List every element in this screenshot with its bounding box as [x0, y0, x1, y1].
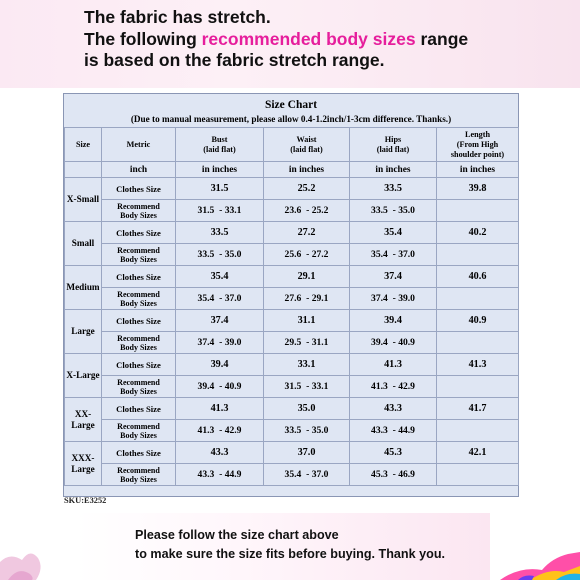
header-size: Size	[65, 128, 102, 162]
clothes-length-value: 41.3	[437, 354, 519, 376]
header-bust-sub: (laid flat)	[203, 144, 236, 154]
recommend-row	[65, 244, 519, 266]
clothes-size-row	[65, 266, 519, 288]
intro-line-3: is based on the fabric stretch range.	[84, 50, 385, 70]
intro-line-2-post: range	[415, 28, 469, 49]
clothes-bust-value: 31.5	[176, 178, 264, 200]
fabric-stretch-notice	[84, 7, 574, 72]
recommend-length-empty	[437, 464, 519, 486]
recommend-row	[65, 200, 519, 222]
unit-hips: in inches	[350, 162, 437, 178]
metric-recommend-part: Recommend	[117, 289, 160, 299]
clothes-length-value: 40.9	[437, 310, 519, 332]
clothes-waist-value: 35.0	[264, 398, 350, 420]
clothes-length-value: 40.6	[437, 266, 519, 288]
clothes-size-row	[65, 178, 519, 200]
metric-recommend-part: Body Sizes	[120, 430, 157, 440]
metric-recommend-part: Recommend	[117, 201, 160, 211]
recommend-waist-range: 31.5 - 33.1	[264, 376, 350, 398]
clothes-size-row	[65, 442, 519, 464]
clothes-bust-value: 41.3	[176, 398, 264, 420]
size-chart-note: (Due to manual measurement, please allow 0.4-1.2inch/1-3cm difference. Thanks.)	[130, 114, 452, 124]
metric-clothes-size: Clothes Size	[102, 222, 176, 244]
metric-clothes-size: Clothes Size	[102, 442, 176, 464]
metric-recommend	[102, 200, 176, 222]
clothes-bust-value: 37.4	[176, 310, 264, 332]
size-name-part: Large	[71, 326, 95, 336]
header-length-sub-2: shoulder point)	[450, 149, 505, 159]
clothes-bust-value: 39.4	[176, 354, 264, 376]
sku-label: SKU:E3252	[64, 496, 107, 505]
size-name-part: Large	[71, 463, 95, 474]
size-name-size-2	[65, 222, 102, 266]
recommend-waist-range: 27.6 - 29.1	[264, 288, 350, 310]
size-name-part: X-Small	[66, 194, 100, 204]
footer-line-1: Please follow the size chart above	[135, 528, 339, 542]
size-name-part: Small	[71, 238, 95, 248]
metric-clothes-size: Clothes Size	[102, 266, 176, 288]
clothes-hips-value: 45.3	[350, 442, 437, 464]
size-name-part: XXX-	[71, 452, 95, 463]
recommend-row	[65, 288, 519, 310]
metric-recommend-part: Body Sizes	[120, 386, 157, 396]
size-name-part: XX-	[74, 408, 92, 419]
clothes-waist-value: 25.2	[264, 178, 350, 200]
metric-recommend-part: Recommend	[117, 333, 160, 343]
metric-recommend-part: Recommend	[117, 421, 160, 431]
header-waist-sub: (laid flat)	[290, 144, 323, 154]
metric-clothes-size: Clothes Size	[102, 310, 176, 332]
recommend-bust-range: 39.4 - 40.9	[176, 376, 264, 398]
metric-clothes-size: Clothes Size	[102, 354, 176, 376]
metric-recommend	[102, 288, 176, 310]
clothes-waist-value: 37.0	[264, 442, 350, 464]
metric-recommend-part: Recommend	[117, 245, 160, 255]
clothes-waist-value: 33.1	[264, 354, 350, 376]
clothes-size-row	[65, 222, 519, 244]
header-bust	[176, 128, 264, 162]
units-blank	[65, 162, 102, 178]
recommend-waist-range: 23.6 - 25.2	[264, 200, 350, 222]
metric-recommend-part: Body Sizes	[120, 474, 157, 484]
recommend-row	[65, 464, 519, 486]
recommend-hips-range: 43.3 - 44.9	[350, 420, 437, 442]
recommend-waist-range: 33.5 - 35.0	[264, 420, 350, 442]
metric-recommend	[102, 420, 176, 442]
clothes-length-value: 40.2	[437, 222, 519, 244]
metric-recommend	[102, 332, 176, 354]
recommend-hips-range: 41.3 - 42.9	[350, 376, 437, 398]
recommend-waist-range: 29.5 - 31.1	[264, 332, 350, 354]
clothes-size-row	[65, 398, 519, 420]
unit-length: in inches	[437, 162, 519, 178]
size-chart	[63, 93, 519, 497]
clothes-waist-value: 31.1	[264, 310, 350, 332]
recommend-length-empty	[437, 332, 519, 354]
size-chart-title: Size Chart	[264, 99, 318, 111]
recommend-length-empty	[437, 244, 519, 266]
recommend-length-empty	[437, 200, 519, 222]
recommend-bust-range: 43.3 - 44.9	[176, 464, 264, 486]
clothes-waist-value: 27.2	[264, 222, 350, 244]
recommend-hips-range: 37.4 - 39.0	[350, 288, 437, 310]
metric-clothes-size: Clothes Size	[102, 398, 176, 420]
header-waist-label: Waist	[296, 134, 317, 144]
size-name-size-6	[65, 398, 102, 442]
recommend-waist-range: 25.6 - 27.2	[264, 244, 350, 266]
recommend-hips-range: 45.3 - 46.9	[350, 464, 437, 486]
metric-recommend-part: Body Sizes	[120, 210, 157, 220]
unit-bust: in inches	[176, 162, 264, 178]
metric-recommend-part: Body Sizes	[120, 298, 157, 308]
recommend-hips-range: 33.5 - 35.0	[350, 200, 437, 222]
recommend-waist-range: 35.4 - 37.0	[264, 464, 350, 486]
clothes-size-row	[65, 310, 519, 332]
clothes-bust-value: 43.3	[176, 442, 264, 464]
footer-line-2: to make sure the size fits before buying. Thank you.	[135, 547, 446, 561]
recommend-bust-range: 33.5 - 35.0	[176, 244, 264, 266]
clothes-bust-value: 35.4	[176, 266, 264, 288]
size-name-part: Large	[71, 419, 95, 430]
intro-highlight: recommended body sizes	[201, 28, 416, 49]
clothes-length-value: 39.8	[437, 178, 519, 200]
recommend-hips-range: 35.4 - 37.0	[350, 244, 437, 266]
header-length-sub: (From High	[456, 139, 499, 149]
metric-recommend-part: Body Sizes	[120, 342, 157, 352]
header-length-label: Length	[464, 129, 491, 139]
clothes-hips-value: 41.3	[350, 354, 437, 376]
header-waist	[264, 128, 350, 162]
size-chart-table	[64, 127, 519, 486]
recommend-length-empty	[437, 420, 519, 442]
size-name-size-5	[65, 354, 102, 398]
recommend-row	[65, 376, 519, 398]
unit-waist: in inches	[264, 162, 350, 178]
clothes-hips-value: 39.4	[350, 310, 437, 332]
size-name-size-7	[65, 442, 102, 486]
clothes-waist-value: 29.1	[264, 266, 350, 288]
recommend-row	[65, 332, 519, 354]
recommend-bust-range: 41.3 - 42.9	[176, 420, 264, 442]
recommend-bust-range: 35.4 - 37.0	[176, 288, 264, 310]
intro-line-2	[84, 29, 574, 51]
header-row	[65, 128, 519, 162]
intro-line-1: The fabric has stretch.	[84, 7, 271, 27]
clothes-size-row	[65, 354, 519, 376]
metric-recommend	[102, 244, 176, 266]
header-length	[437, 128, 519, 162]
clothes-hips-value: 33.5	[350, 178, 437, 200]
unit-metric: inch	[102, 162, 176, 178]
header-hips	[350, 128, 437, 162]
recommend-length-empty	[437, 376, 519, 398]
recommend-length-empty	[437, 288, 519, 310]
clothes-hips-value: 37.4	[350, 266, 437, 288]
clothes-bust-value: 33.5	[176, 222, 264, 244]
size-name-part: Medium	[66, 282, 100, 292]
metric-recommend-part: Body Sizes	[120, 254, 157, 264]
header-bust-label: Bust	[211, 134, 228, 144]
recommend-row	[65, 420, 519, 442]
clothes-hips-value: 35.4	[350, 222, 437, 244]
clothes-hips-value: 43.3	[350, 398, 437, 420]
recommend-bust-range: 37.4 - 39.0	[176, 332, 264, 354]
metric-recommend	[102, 376, 176, 398]
size-name-part: X-Large	[66, 370, 100, 380]
header-hips-sub: (laid flat)	[376, 144, 410, 154]
metric-clothes-size: Clothes Size	[102, 178, 176, 200]
paint-splash-decoration	[0, 540, 100, 580]
size-name-size-1	[65, 178, 102, 222]
size-name-size-4	[65, 310, 102, 354]
metric-recommend	[102, 464, 176, 486]
metric-recommend-part: Recommend	[117, 465, 160, 475]
clothes-length-value: 41.7	[437, 398, 519, 420]
header-metric: Metric	[102, 128, 176, 162]
units-row	[65, 162, 519, 178]
header-hips-label: Hips	[384, 134, 402, 144]
clothes-length-value: 42.1	[437, 442, 519, 464]
intro-line-2-pre: The following	[84, 28, 202, 49]
recommend-hips-range: 39.4 - 40.9	[350, 332, 437, 354]
metric-recommend-part: Recommend	[117, 377, 160, 387]
recommend-bust-range: 31.5 - 33.1	[176, 200, 264, 222]
brush-stroke-decoration	[460, 548, 580, 580]
size-name-size-3	[65, 266, 102, 310]
